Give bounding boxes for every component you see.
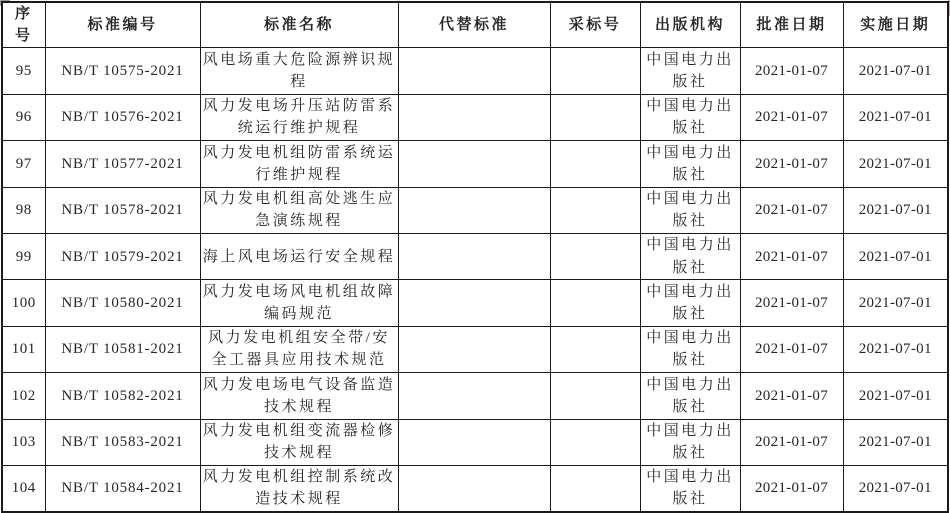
cell-implementation: 2021-07-01 (843, 326, 948, 372)
cell-approval: 2021-01-07 (740, 373, 843, 419)
cell-implementation: 2021-07-01 (843, 280, 948, 326)
column-header-name: 标准名称 (200, 2, 398, 48)
cell-implementation: 2021-07-01 (843, 187, 948, 233)
cell-no: 101 (2, 326, 45, 372)
column-header-code: 标准编号 (45, 2, 200, 48)
cell-implementation: 2021-07-01 (843, 141, 948, 187)
cell-no: 95 (2, 48, 45, 94)
cell-adopted (550, 419, 640, 465)
cell-no: 97 (2, 141, 45, 187)
table-header-row (2, 2, 948, 48)
cell-publisher: 中国电力出版社 (640, 419, 740, 465)
cell-implementation: 2021-07-01 (843, 419, 948, 465)
cell-code: NB/T 10577-2021 (45, 141, 200, 187)
cell-replaced (398, 373, 550, 419)
column-header-publisher: 出版机构 (640, 2, 740, 48)
cell-publisher: 中国电力出版社 (640, 141, 740, 187)
cell-approval: 2021-01-07 (740, 187, 843, 233)
cell-code: NB/T 10576-2021 (45, 94, 200, 140)
cell-replaced (398, 326, 550, 372)
cell-name: 海上风电场运行安全规程 (200, 233, 398, 279)
cell-adopted (550, 48, 640, 94)
cell-publisher: 中国电力出版社 (640, 326, 740, 372)
cell-no: 99 (2, 233, 45, 279)
cell-replaced (398, 465, 550, 511)
cell-publisher: 中国电力出版社 (640, 373, 740, 419)
column-header-adopted: 采标号 (550, 2, 640, 48)
cell-publisher: 中国电力出版社 (640, 94, 740, 140)
table-row (2, 419, 948, 465)
cell-code: NB/T 10583-2021 (45, 419, 200, 465)
cell-approval: 2021-01-07 (740, 141, 843, 187)
cell-replaced (398, 94, 550, 140)
cell-approval: 2021-01-07 (740, 465, 843, 511)
table-row (2, 326, 948, 372)
cell-code: NB/T 10581-2021 (45, 326, 200, 372)
cell-adopted (550, 465, 640, 511)
cell-no: 98 (2, 187, 45, 233)
cell-approval: 2021-01-07 (740, 326, 843, 372)
cell-replaced (398, 280, 550, 326)
cell-replaced (398, 419, 550, 465)
cell-implementation: 2021-07-01 (843, 465, 948, 511)
cell-publisher: 中国电力出版社 (640, 187, 740, 233)
column-header-approval: 批准日期 (740, 2, 843, 48)
cell-name: 风力发电场风电机组故障编码规范 (200, 280, 398, 326)
cell-no: 100 (2, 280, 45, 326)
standards-table (1, 1, 949, 513)
cell-code: NB/T 10578-2021 (45, 187, 200, 233)
column-header-replaced: 代替标准 (398, 2, 550, 48)
cell-name: 风力发电场电气设备监造技术规程 (200, 373, 398, 419)
cell-adopted (550, 141, 640, 187)
cell-adopted (550, 187, 640, 233)
cell-adopted (550, 280, 640, 326)
table-row (2, 48, 948, 94)
cell-replaced (398, 48, 550, 94)
table-row (2, 373, 948, 419)
cell-approval: 2021-01-07 (740, 48, 843, 94)
cell-implementation: 2021-07-01 (843, 373, 948, 419)
cell-adopted (550, 326, 640, 372)
cell-adopted (550, 94, 640, 140)
cell-code: NB/T 10575-2021 (45, 48, 200, 94)
cell-implementation: 2021-07-01 (843, 94, 948, 140)
column-header-no: 序号 (2, 2, 45, 48)
cell-publisher: 中国电力出版社 (640, 465, 740, 511)
cell-code: NB/T 10580-2021 (45, 280, 200, 326)
cell-name: 风电场重大危险源辨识规程 (200, 48, 398, 94)
cell-name: 风力发电机组安全带/安全工器具应用技术规范 (200, 326, 398, 372)
table-row (2, 187, 948, 233)
table-row (2, 233, 948, 279)
cell-publisher: 中国电力出版社 (640, 233, 740, 279)
cell-replaced (398, 233, 550, 279)
cell-name: 风力发电机组变流器检修技术规程 (200, 419, 398, 465)
cell-approval: 2021-01-07 (740, 233, 843, 279)
table-row (2, 465, 948, 511)
cell-implementation: 2021-07-01 (843, 233, 948, 279)
cell-adopted (550, 233, 640, 279)
cell-code: NB/T 10579-2021 (45, 233, 200, 279)
cell-adopted (550, 373, 640, 419)
column-header-implementation: 实施日期 (843, 2, 948, 48)
cell-code: NB/T 10582-2021 (45, 373, 200, 419)
cell-no: 96 (2, 94, 45, 140)
cell-no: 103 (2, 419, 45, 465)
cell-approval: 2021-01-07 (740, 280, 843, 326)
cell-name: 风力发电机组控制系统改造技术规程 (200, 465, 398, 511)
cell-implementation: 2021-07-01 (843, 48, 948, 94)
cell-approval: 2021-01-07 (740, 419, 843, 465)
cell-approval: 2021-01-07 (740, 94, 843, 140)
cell-publisher: 中国电力出版社 (640, 48, 740, 94)
cell-code: NB/T 10584-2021 (45, 465, 200, 511)
cell-no: 102 (2, 373, 45, 419)
table-row (2, 141, 948, 187)
cell-name: 风力发电机组防雷系统运行维护规程 (200, 141, 398, 187)
cell-name: 风力发电场升压站防雷系统运行维护规程 (200, 94, 398, 140)
cell-publisher: 中国电力出版社 (640, 280, 740, 326)
cell-replaced (398, 141, 550, 187)
cell-name: 风力发电机组高处逃生应急演练规程 (200, 187, 398, 233)
table-row (2, 280, 948, 326)
cell-replaced (398, 187, 550, 233)
cell-no: 104 (2, 465, 45, 511)
table-row (2, 94, 948, 140)
